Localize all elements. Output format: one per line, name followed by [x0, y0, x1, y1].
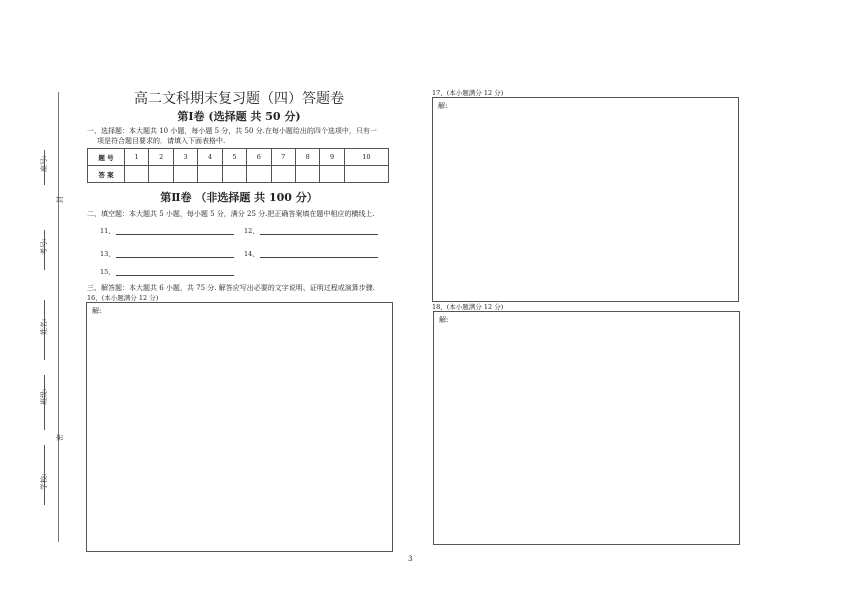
- answer-cell[interactable]: [198, 166, 222, 183]
- question-number-cell: 1: [125, 149, 149, 166]
- question-17-heading: 17、(本小题满分 12 分): [432, 89, 504, 97]
- name-label: 姓名:: [40, 318, 48, 335]
- question-number-cell: 7: [271, 149, 295, 166]
- question-number-cell: 3: [173, 149, 197, 166]
- question-number-cell: 6: [247, 149, 271, 166]
- question-16-answer-box[interactable]: [86, 302, 393, 552]
- blank-label-15: 15、: [100, 268, 115, 276]
- fill-instruction: 二、填空题：本大题共 5 小题，每小题 5 分，满分 25 分.把正确答案填在题中相应的横线上.: [87, 210, 375, 218]
- blank-line-13[interactable]: [116, 257, 234, 258]
- question-18-heading: 18、(本小题满分 12 分): [432, 303, 504, 311]
- answer-cell[interactable]: [247, 166, 271, 183]
- question-number-cell: 8: [295, 149, 319, 166]
- answer-cell[interactable]: [344, 166, 388, 183]
- blank-label-12: 12、: [244, 227, 259, 235]
- answer-cell[interactable]: [125, 166, 149, 183]
- answer-cell[interactable]: [149, 166, 173, 183]
- part2-heading: 第Ⅱ卷 （非选择题 共 100 分）: [160, 191, 318, 204]
- blank-line-11[interactable]: [116, 234, 234, 235]
- answer-grid: [87, 148, 389, 183]
- row-header-number: 题 号: [88, 149, 125, 166]
- class-label: 班级:: [40, 388, 48, 405]
- answer-cell[interactable]: [320, 166, 344, 183]
- answer-cell[interactable]: [222, 166, 246, 183]
- seat-label: 座号:: [40, 155, 48, 172]
- question-18-answer-box[interactable]: [433, 311, 740, 545]
- row-header-answer: 答 案: [88, 166, 125, 183]
- margin-rule: [58, 92, 59, 542]
- answer-cell[interactable]: [173, 166, 197, 183]
- answer-cell[interactable]: [271, 166, 295, 183]
- blank-label-11: 11、: [100, 227, 115, 235]
- blank-label-13: 13、: [100, 250, 115, 258]
- seal-char-mi: 密: [56, 434, 64, 441]
- choice-instruction-line1: 一、选择题：本大题共 10 小题，每小题 5 分，共 50 分.在每小题给出的四个选项中，只有一: [87, 127, 377, 135]
- question-17-jie-label: 解:: [438, 102, 448, 110]
- choice-instruction: [87, 126, 397, 146]
- answer-grid-answer-row: [88, 166, 389, 183]
- seal-char-feng: 封: [56, 196, 64, 203]
- question-number-cell: 2: [149, 149, 173, 166]
- question-16-heading: 16、(本小题满分 12 分): [87, 294, 159, 302]
- blank-line-14[interactable]: [260, 257, 378, 258]
- part1-heading: 第Ⅰ卷 (选择题 共 50 分): [177, 110, 301, 123]
- page-title: 高二文科期末复习题（四）答题卷: [134, 91, 344, 107]
- question-18-jie-label: 解:: [439, 316, 449, 324]
- question-number-cell: 10: [344, 149, 388, 166]
- blank-label-14: 14、: [244, 250, 259, 258]
- exam-no-label: 考号:: [40, 238, 48, 255]
- question-16-jie-label: 解:: [92, 307, 102, 315]
- page-number: 3: [408, 555, 413, 563]
- school-label: 学校:: [40, 473, 48, 490]
- question-number-cell: 9: [320, 149, 344, 166]
- blank-line-15[interactable]: [116, 275, 234, 276]
- blank-line-12[interactable]: [260, 234, 378, 235]
- answer-cell[interactable]: [295, 166, 319, 183]
- choice-instruction-line2: 项是符合题目要求的．请填入下面表格中.: [97, 137, 226, 145]
- question-number-cell: 5: [222, 149, 246, 166]
- question-17-answer-box[interactable]: [432, 97, 739, 302]
- answer-grid-number-row: [88, 149, 389, 166]
- question-number-cell: 4: [198, 149, 222, 166]
- solve-instruction: 三、解答题：本大题共 6 小题，共 75 分. 解答应写出必要的文字说明、证明过程或演算步骤.: [87, 284, 375, 292]
